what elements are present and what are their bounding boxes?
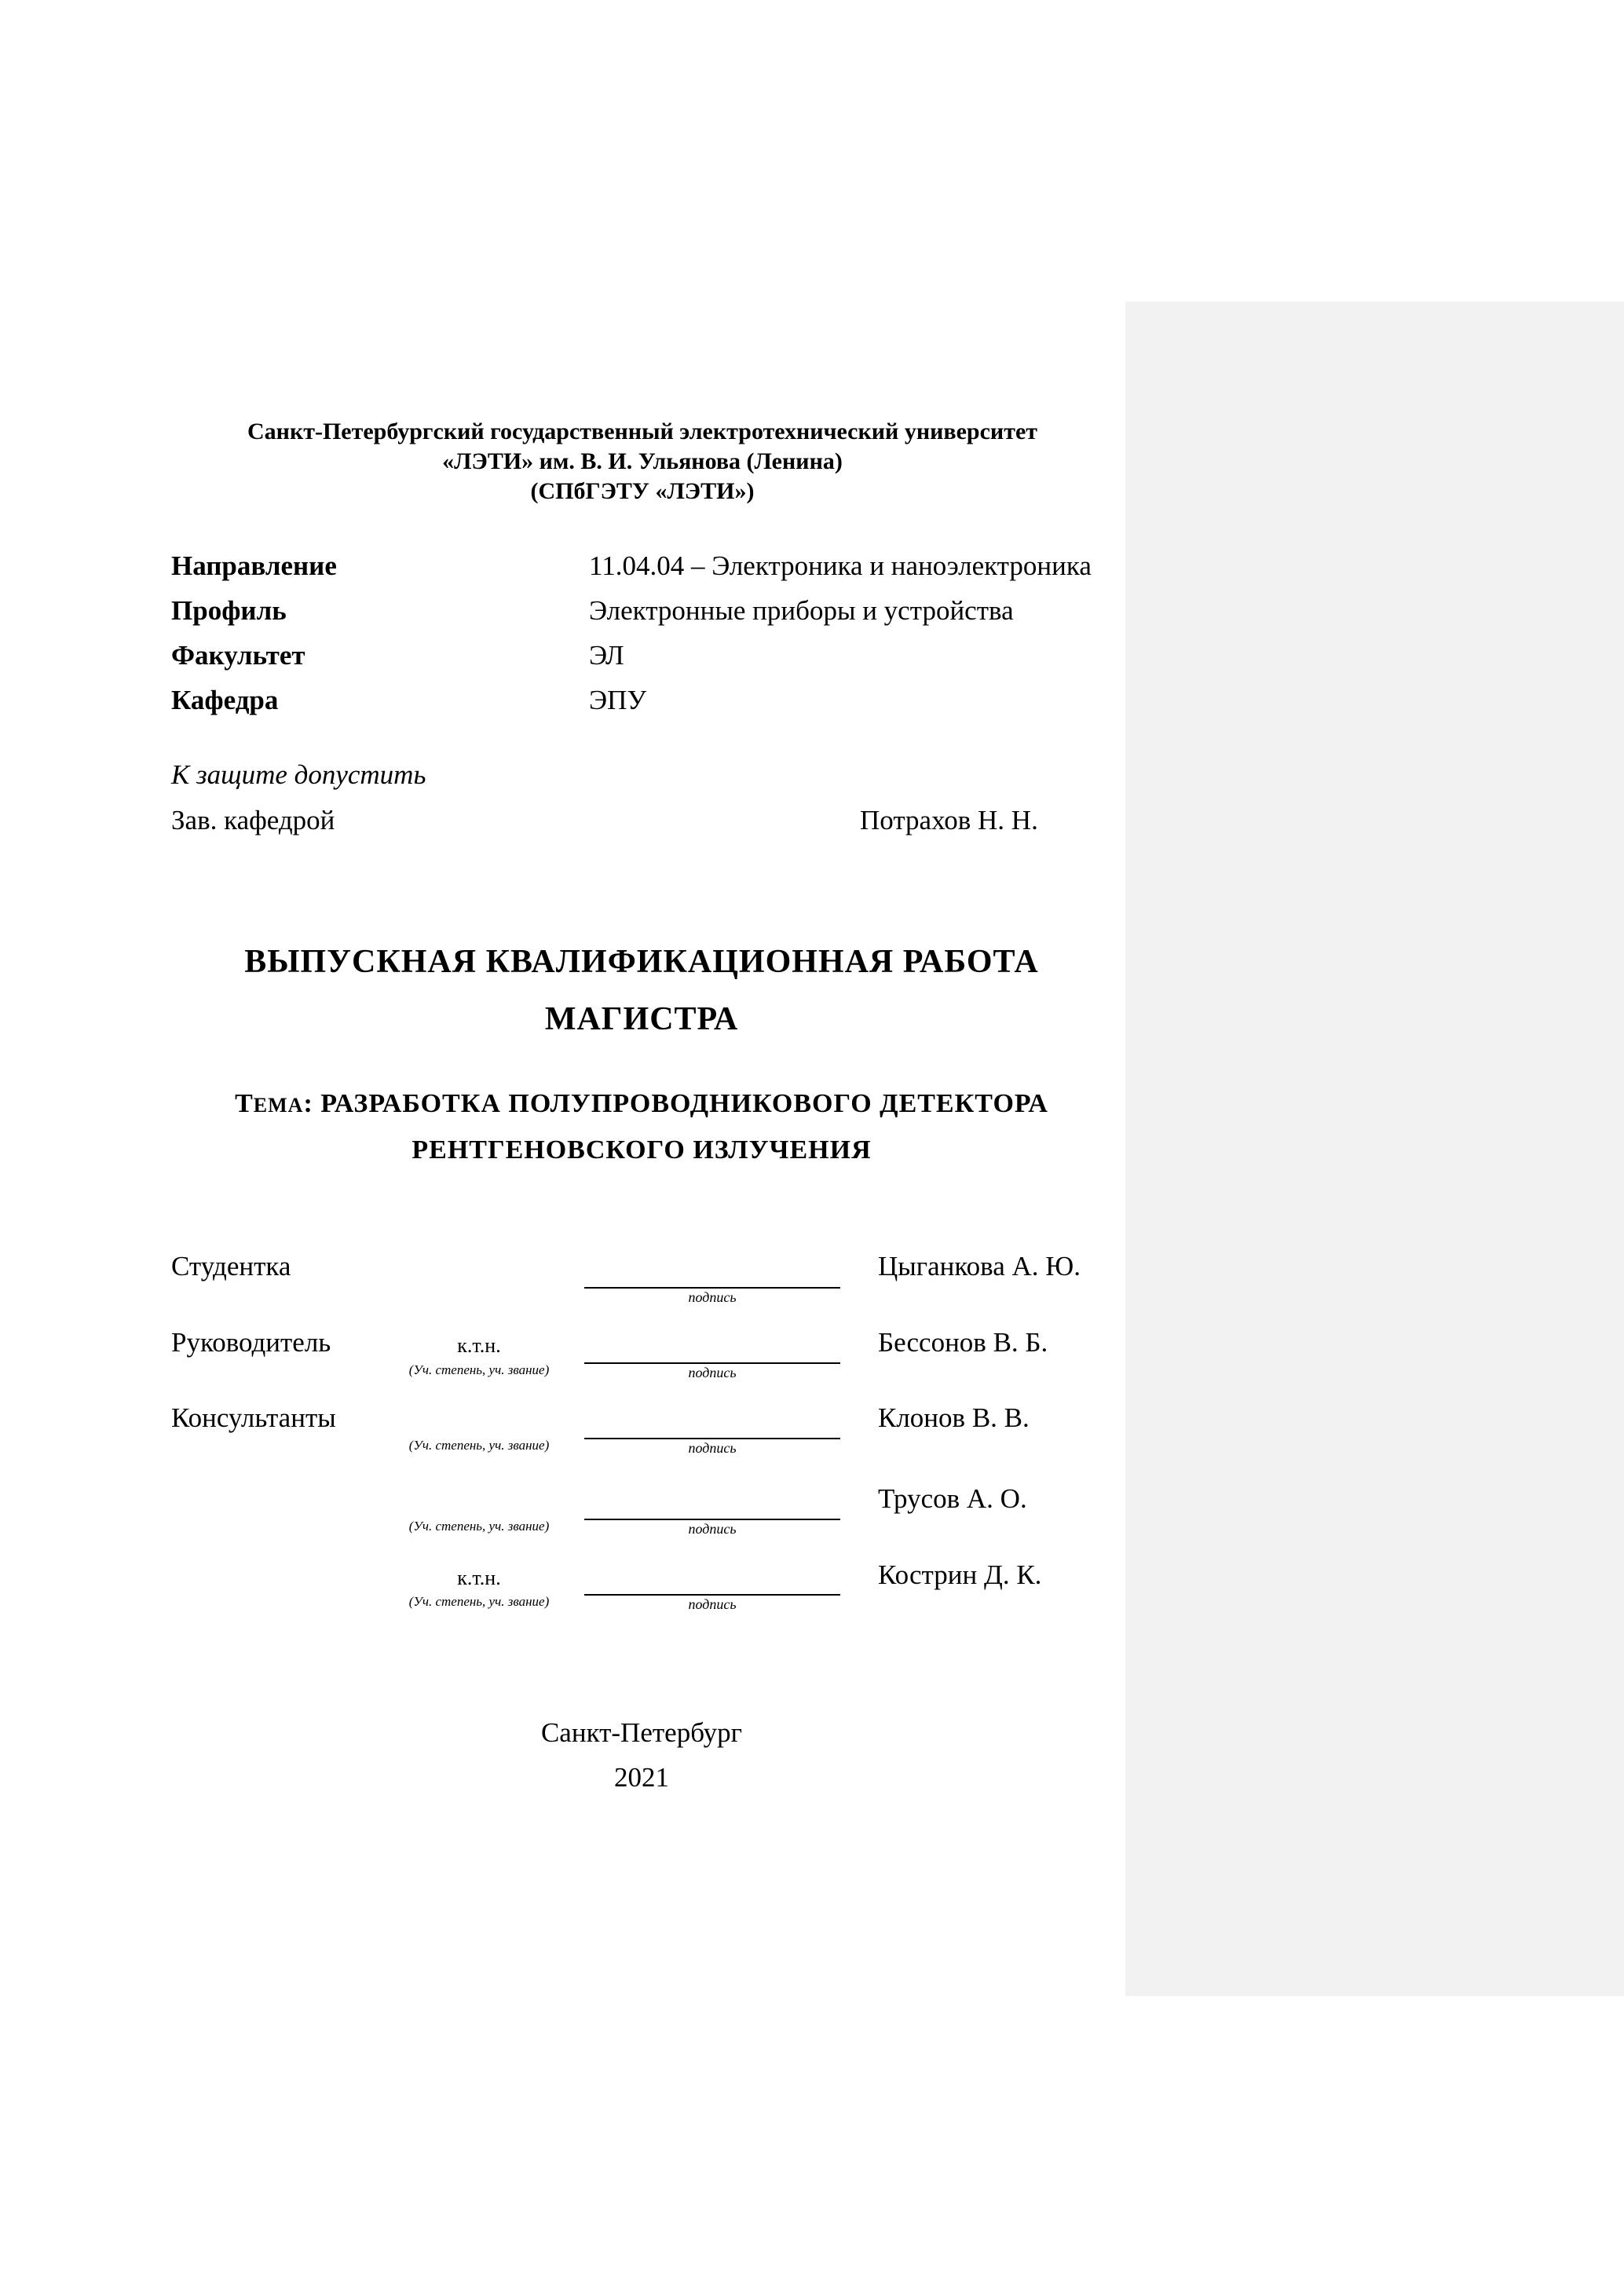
consultant2-degree-caption: (Уч. степень, уч. звание) — [408, 1519, 550, 1534]
university-name-line2: «ЛЭТИ» им. В. И. Ульянова (Ленина) — [442, 448, 843, 474]
consultant1-name: Клонов В. В. — [878, 1402, 1030, 1433]
supervisor-signature-line — [584, 1362, 840, 1364]
topic-text-line1: РАЗРАБОТКА ПОЛУПРОВОДНИКОВОГО ДЕТЕКТОРА — [320, 1089, 1048, 1118]
thesis-topic-line1 — [0, 1089, 1283, 1119]
consultant3-degree-caption: (Уч. степень, уч. звание) — [408, 1594, 550, 1609]
footer-year: 2021 — [614, 1762, 669, 1793]
consultant3-signature-caption: подпись — [688, 1596, 737, 1612]
consultant2-name: Трусов А. О. — [878, 1483, 1027, 1514]
topic-prefix-rest: ЕМА — [253, 1094, 304, 1117]
faculty-value: ЭЛ — [589, 640, 624, 671]
consultant1-signature-line — [584, 1438, 840, 1439]
supervisor-role: Руководитель — [171, 1327, 331, 1358]
head-of-department-name: Потрахов Н. Н. — [860, 805, 1038, 835]
profile-value: Электронные приборы и устройства — [589, 595, 1014, 626]
supervisor-signature-caption: подпись — [688, 1365, 737, 1380]
direction-label: Направление — [171, 550, 337, 581]
department-label: Кафедра — [171, 685, 279, 715]
footer-city: Санкт-Петербург — [540, 1717, 743, 1748]
consultant1-signature-caption: подпись — [688, 1440, 737, 1456]
department-value: ЭПУ — [589, 685, 647, 715]
admission-note: К защите допустить — [171, 759, 426, 790]
university-abbrev: (СПбГЭТУ «ЛЭТИ») — [530, 478, 755, 504]
direction-value: 11.04.04 – Электроника и наноэлектроника — [589, 550, 1092, 581]
consultant1-degree-caption: (Уч. степень, уч. звание) — [408, 1438, 550, 1453]
consultants-role: Консультанты — [171, 1402, 336, 1433]
thesis-topic-line2: РЕНТГЕНОВСКОГО ИЗЛУЧЕНИЯ — [411, 1135, 872, 1164]
topic-prefix-colon: : — [303, 1089, 313, 1118]
university-name-line1: Санкт-Петербургский государственный электротехнический университет — [247, 419, 1037, 444]
consultant3-name: Кострин Д. К. — [878, 1559, 1042, 1590]
supervisor-degree: к.т.н. — [457, 1334, 501, 1357]
topic-prefix-first-letter: Т — [235, 1089, 254, 1118]
profile-label: Профиль — [171, 595, 287, 626]
consultant3-degree: к.т.н. — [457, 1567, 501, 1589]
thesis-title-line1: ВЫПУСКНАЯ КВАЛИФИКАЦИОННАЯ РАБОТА — [244, 944, 1039, 980]
consultant2-signature-line — [584, 1519, 840, 1520]
student-role: Студентка — [171, 1251, 291, 1281]
supervisor-degree-caption: (Уч. степень, уч. звание) — [408, 1362, 550, 1377]
student-signature-line — [584, 1287, 840, 1289]
thesis-title-line2: МАГИСТРА — [544, 1001, 739, 1037]
university-header — [171, 417, 1114, 506]
head-of-department-label: Зав. кафедрой — [171, 805, 335, 835]
faculty-label: Факультет — [171, 640, 305, 671]
student-signature-caption: подпись — [688, 1289, 737, 1305]
supervisor-name: Бессонов В. Б. — [878, 1327, 1048, 1358]
consultant2-signature-caption: подпись — [688, 1521, 737, 1537]
consultant3-signature-line — [584, 1594, 840, 1596]
student-name: Цыганкова А. Ю. — [878, 1251, 1081, 1281]
